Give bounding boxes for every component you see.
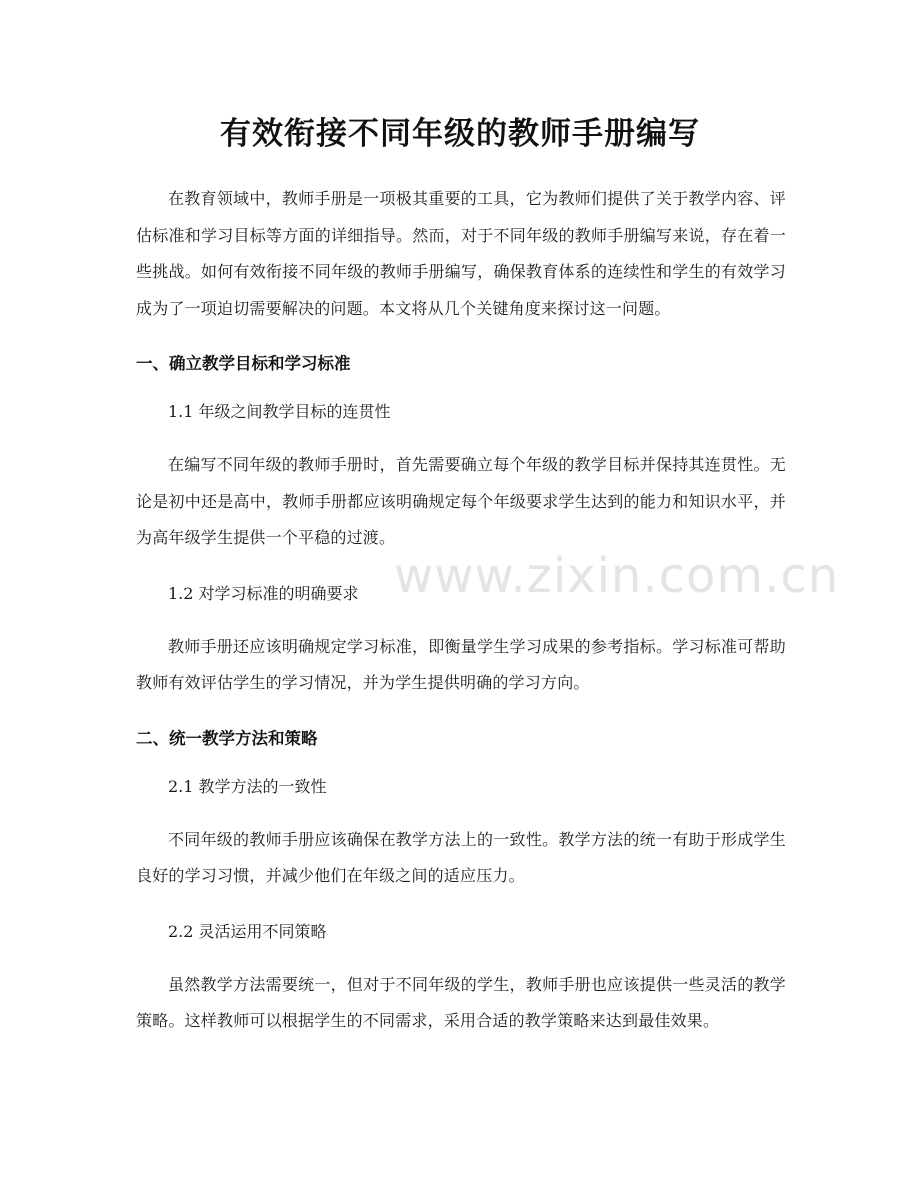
subsection-paragraph: 虽然教学方法需要统一，但对于不同年级的学生，教师手册也应该提供一些灵活的教学策略。这样教师可以根据学生的不同需求，采用合适的教学策略来达到最佳效果。: [136, 974, 786, 1030]
section-heading: 二、统一教学方法和策略: [136, 728, 318, 748]
subsection-paragraph: 不同年级的教师手册应该确保在教学方法上的一致性。教学方法的统一有助于形成学生良好的学习习惯，并减少他们在年级之间的适应压力。: [136, 829, 786, 885]
intro-paragraph: 在教育领域中，教师手册是一项极其重要的工具，它为教师们提供了关于教学内容、评估标准和学习目标等方面的详细指导。然而，对于不同年级的教师手册编写来说，存在着一些挑战。如何有效衔接不同年级的教师手册编写，确保教育体系的连续性和学生的有效学习成为了一项迫切需要解决的问题。本文将从几个关键角度来探讨这一问题。: [136, 189, 786, 318]
document-body: [136, 181, 786, 1062]
subsection-heading: 2.1 教学方法的一致性: [168, 776, 327, 796]
subsection-paragraph: 在编写不同年级的教师手册时，首先需要确立每个年级的教学目标并保持其连贯性。无论是初中还是高中，教师手册都应该明确规定每个年级要求学生达到的能力和知识水平，并为高年级学生提供一个平稳的过渡。: [136, 455, 786, 547]
subsection-paragraph: 教师手册还应该明确规定学习标准，即衡量学生学习成果的参考指标。学习标准可帮助教师有效评估学生的学习情况，并为学生提供明确的学习方向。: [136, 636, 786, 692]
subsection-heading: 1.2 对学习标准的明确要求: [168, 583, 359, 603]
section-heading: 一、确立教学目标和学习标准: [136, 354, 351, 373]
document-title: 有效衔接不同年级的教师手册编写: [220, 116, 700, 152]
watermark: www.zixin.com.cn: [394, 548, 840, 604]
subsection-heading: 2.2 灵活运用不同策略: [168, 921, 327, 941]
subsection-heading: 1.1 年级之间教学目标的连贯性: [168, 402, 391, 421]
